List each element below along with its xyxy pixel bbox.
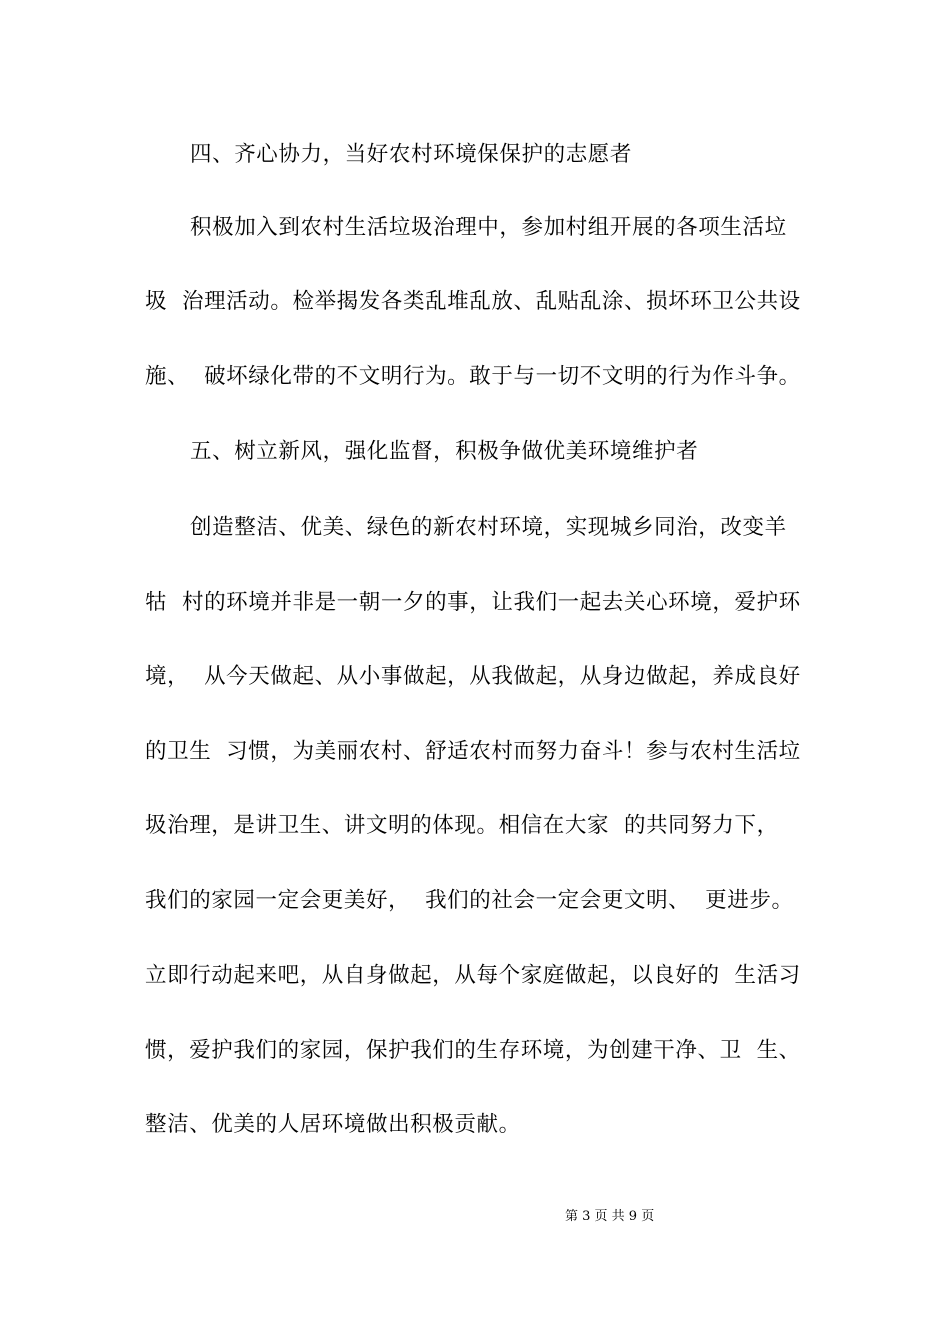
section-heading-five: 五、树立新风，强化监督，积极争做优美环境维护者: [190, 439, 699, 464]
paragraph-line: 圾治理，是讲卫生、讲文明的体现。相信在大家 的共同努力下，: [145, 813, 779, 838]
paragraph-line: 的卫生 习惯，为美丽农村、舒适农村而努力奋斗！参与农村生活垃: [145, 739, 801, 764]
paragraph-line: 境， 从今天做起、从小事做起，从我做起，从身边做起，养成良好: [145, 664, 801, 689]
paragraph-line: 牯 村的环境并非是一朝一夕的事，让我们一起去关心环境，爱护环: [145, 590, 801, 615]
paragraph-line: 圾 治理活动。检举揭发各类乱堆乱放、乱贴乱涂、损坏环卫公共设: [145, 289, 801, 314]
paragraph-line: 整洁、优美的人居环境做出积极贡献。: [145, 1112, 521, 1137]
paragraph-line: 立即行动起来吧，从自身做起，从每个家庭做起，以良好的 生活习: [145, 963, 801, 988]
paragraph-line: 惯，爱护我们的家园，保护我们的生存环境，为创建干净、卫 生、: [145, 1038, 801, 1063]
paragraph-line: 我们的家园一定会更美好， 我们的社会一定会更文明、 更进步。: [145, 888, 794, 913]
section-heading-four: 四、齐心协力，当好农村环境保保护的志愿者: [190, 142, 633, 167]
page-number-footer: 第 3 页 共 9 页: [565, 1209, 655, 1224]
paragraph-line: 创造整洁、优美、绿色的新农村环境，实现城乡同治，改变羊: [190, 515, 787, 540]
paragraph-line: 积极加入到农村生活垃圾治理中，参加村组开展的各项生活垃: [190, 215, 787, 240]
paragraph-line: 施、 破坏绿化带的不文明行为。敢于与一切不文明的行为作斗争。: [145, 364, 801, 389]
